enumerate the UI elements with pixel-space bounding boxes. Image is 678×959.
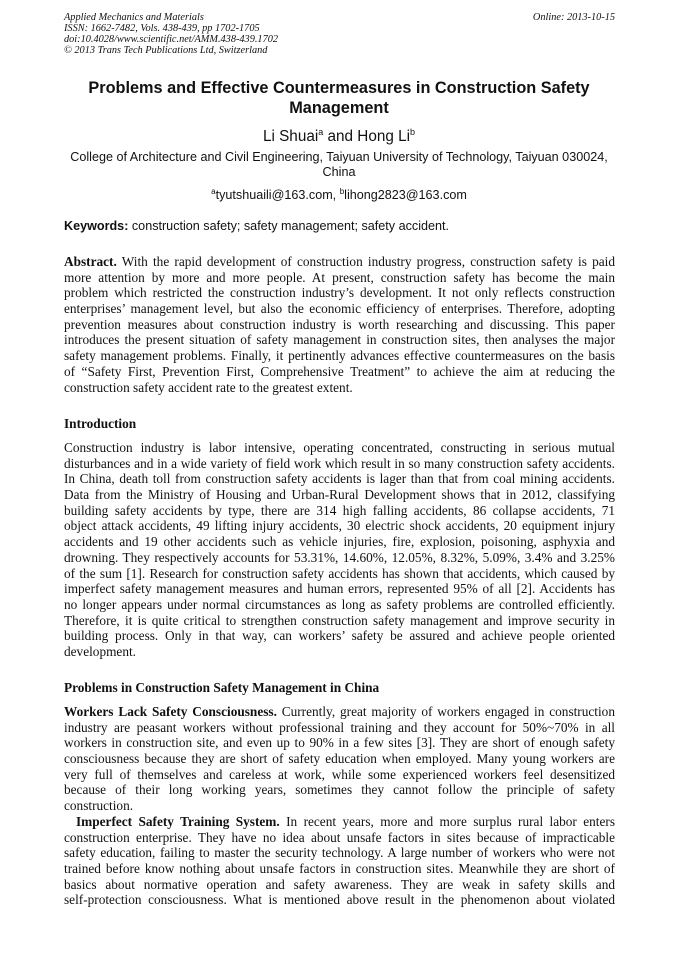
author-name: Li Shuai <box>262 128 319 145</box>
journal-name: Applied Mechanics and Materials <box>64 12 204 23</box>
text-line: imperfect safety management measures and human errors, represented 95% of all [2]. Accidents has <box>64 581 615 597</box>
issn: ISSN: 1662-7482, Vols. 438-439, pp 1702-1705 <box>64 23 260 34</box>
text-line: consciousness because they are short of safety education when employed. Many young workers are <box>64 751 615 767</box>
text-line: introduces the present situation of safety management in construction sites, then analyses the major <box>64 332 615 348</box>
text-line: enterprises’ management level, but also the economic efficiency of enterprises. Therefore, adopting <box>64 301 615 317</box>
line-text: Currently, great majority of workers engaged in construction <box>276 704 615 719</box>
online-date: Online: 2013-10-15 <box>532 12 615 23</box>
text-line: more attention by more and more people. At present, construction safety has become the main <box>64 269 615 285</box>
text-line: safety education, failing to master the security technology. A large number of workers who were not <box>64 845 615 861</box>
authors <box>40 123 638 146</box>
text-line <box>64 814 615 830</box>
text-line: Data from the Ministry of Housing and Urban-Rural Development shows that in 2012, classifying <box>64 487 615 503</box>
title-line: Problems and Effective Countermeasures in Construction Safety <box>88 79 590 97</box>
paragraph-lead: Abstract. <box>64 254 117 269</box>
text-line: Construction industry is labor intensive, operating concentrated, constructing in serious mutual <box>64 440 615 455</box>
text-line: basics about normative operation and safety awareness. They are weak in safety skills and <box>64 876 615 892</box>
section-heading: Problems in Construction Safety Management in China <box>64 680 380 695</box>
line-text: With the rapid development of construction industry progress, construction safety is paid <box>116 254 615 269</box>
text-line: of the sum [1]. Research for construction safety accidents has shown that accidents, which caused by <box>64 565 615 581</box>
abstract <box>64 254 615 395</box>
copyright: © 2013 Trans Tech Publications Ltd, Switzerland <box>64 45 268 56</box>
text-line: building process. Only in that way, can workers’ safety be assured and achieve people oriented <box>64 628 615 644</box>
text-line: very full of themselves and careless at work, while some experienced workers feel desensitized <box>64 766 615 782</box>
text-line: Therefore, it is quite critical to strengthen construction safety management and improve security in <box>64 612 615 628</box>
email: lihong2823@163.com <box>344 188 467 202</box>
text-line: construction. <box>64 798 134 814</box>
text-line: of “Safety First, Prevention First, Comprehensive Treatment” to achieve the aim at reducing the <box>64 363 615 379</box>
keywords <box>64 219 449 233</box>
affiliation-line: China <box>322 165 356 179</box>
text-line: workers in construction site, and even up to 90% in a few sites [3]. They are short of enough safety <box>64 735 615 751</box>
keywords-text: construction safety; safety management; safety accident. <box>128 219 449 233</box>
text-line: building safety accidents by type, there are 314 high falling accidents, 86 collapse accidents, 71 <box>64 502 615 518</box>
text-line <box>64 704 615 720</box>
email-sup: b <box>339 187 345 196</box>
doi: doi:10.4028/www.scientific.net/AMM.438-439.1702 <box>64 34 279 45</box>
author-and: and <box>323 128 358 145</box>
text-line: safety management problems. Finally, it pertinently advances effective countermeasures on the basis <box>64 348 615 364</box>
text-line: trained before know nothing about unsafe factors in construction sites. Meanwhile they are short of <box>64 860 615 876</box>
author-sup: a <box>318 127 324 137</box>
email-sup: a <box>211 187 216 196</box>
affiliation <box>40 150 638 180</box>
text-line: accidents and 19 other accidents such as vehicle injuries, fire, explosion, poisoning, asphyxia and <box>64 534 615 550</box>
section-heading: Introduction <box>64 416 137 431</box>
paragraph-lead: Workers Lack Safety Consciousness. <box>64 704 277 719</box>
text-line: development. <box>64 643 137 659</box>
paragraph-lead: Imperfect Safety Training System. <box>76 813 280 829</box>
text-line: object attack accidents, 49 lifting injury accidents, 30 electric shock accidents, 20 equipment injury <box>64 518 615 534</box>
emails <box>40 184 638 203</box>
text-line: because of their long working years, sometimes they cannot follow the principle of safety <box>64 782 615 798</box>
text-line: construction enterprise. They have no idea about unsafe factors in sites because of impracticable <box>64 829 615 845</box>
journal-header <box>64 12 278 56</box>
text-line: industry are peasant workers without professional training and they account for 50%~70% in all <box>64 719 615 735</box>
paper-title <box>40 78 638 118</box>
text-line: problem which restricted the construction industry’s development. It not only reflects construction <box>64 285 615 301</box>
text-line: prevention measures about construction industry is worth researching and discussing. This paper <box>64 316 615 332</box>
author-sup: b <box>410 127 416 137</box>
line-text: In recent years, more and more surplus rural labor enters <box>279 813 615 829</box>
affiliation-line: College of Architecture and Civil Engineering, Taiyuan University of Technology, Taiyuan 030024, <box>70 150 608 164</box>
text-line: In China, death toll from construction safety accidents is lager than that from coal mining accidents. <box>64 471 615 487</box>
problems-body <box>64 704 615 908</box>
text-line: no longer appears under normal circumstances as long as safety problems are controlled efficiently. <box>64 596 615 612</box>
title-line: Management <box>289 99 389 117</box>
keywords-label: Keywords: <box>64 219 129 233</box>
text-line: disturbances and in a wide variety of field work which result in so many construction safety accidents. <box>64 455 615 471</box>
email: tyutshuaili@163.com, <box>215 188 340 202</box>
introduction-body <box>64 440 615 660</box>
text-line: self-protection consciousness. What is mentioned above result in the phenomenon about violated <box>64 892 615 908</box>
author-name: Hong Li <box>357 128 411 145</box>
text-line: drowning. They respectively accounts for 53.31%, 14.60%, 12.05%, 8.32%, 5.09%, 3.4% and 3.25% <box>64 549 615 565</box>
text-line: construction safety accident rate to the greatest extent. <box>64 379 353 395</box>
text-line <box>64 254 615 270</box>
